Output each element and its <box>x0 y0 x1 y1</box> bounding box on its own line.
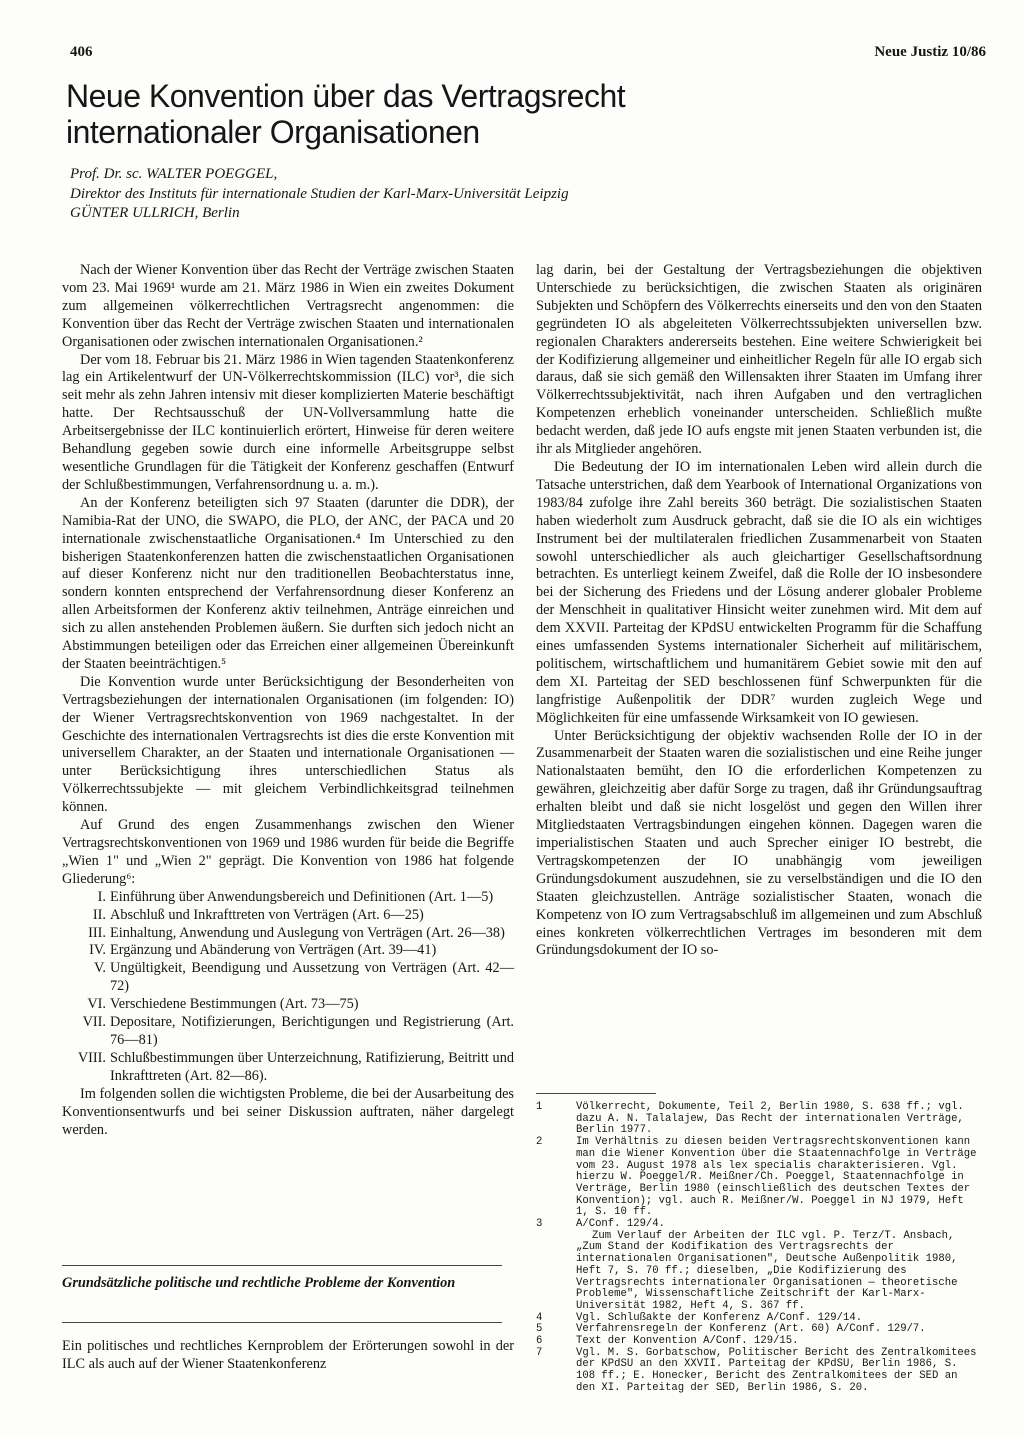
outline-item: II. Abschluß und Inkrafttreten von Verträgen (Art. 6—25) <box>92 906 424 923</box>
paragraph: An der Konferenz beteiligten sich 97 Staaten (darunter die DDR), der Namibia-Rat der UNO, die SWAPO, die PLO, der ANC, der PACA und 20 internationale zwischenstaatliche Organisationen.⁴ Im Unterschied zu den bisherigen Staatenkonferenzen hatten die zwischenstaatlichen Organisationen auf dieser Konferenz nicht nur den traditionellen Beobachterstatus inne, sondern konnten entsprechend der Verfahrensordnung dieser Konferenz an allen Arbeitsformen der Konferenz aktiv teilnehmen, Anträge einreichen und sich zu allen anstehenden Problemen äußern. Sie durften sich jedoch nicht an Abstimmungen beteiligen oder das Erreichen einer allgemeinen Übereinkunft der Staaten beeinträchtigen.⁵ <box>62 494 514 672</box>
paragraph: Nach der Wiener Konvention über das Recht der Verträge zwischen Staaten vom 23. Mai 1969¹ wurde am 21. März 1986 in Wien ein zweites Dokument zum allgemeinen völkerrechtlichen Vertragsrecht angenommen: die Konvention über das Recht der Verträge zwischen Staaten und internationalen Organisationen oder zwischen internationalen Organisationen.² <box>62 262 514 350</box>
paragraph: Ein politisches und rechtliches Kernproblem der Erörterungen sowohl in der ILC als auch auf der Wiener Staatenkonferenz <box>62 1338 514 1372</box>
outline-item: VII. Depositare, Notifizierungen, Berichtigungen und Registrierung (Art. 76—81) <box>82 1014 514 1048</box>
article-title <box>66 78 966 150</box>
right-column <box>536 262 982 960</box>
left-column <box>62 262 514 1139</box>
outline-item: V. Ungültigkeit, Beendigung und Aussetzung von Verträgen (Art. 42—72) <box>93 960 514 995</box>
paragraph: lag darin, bei der Gestaltung der Vertragsbeziehungen die objektiven Unterschiede zu berücksichtigen, die zwischen Staaten als originären Subjekten und Schöpfern des Völkerrechts einerseits und den von den Staaten gegründeten IO als abgeleiteten Völkerrechtssubjekten universellen bzw. regionalen Charakters andererseits bestehen. Eine weitere Schwierigkeit bei der Kodifizierung allgemeiner und einheitlicher Regeln für alle IO ergab sich daraus, daß sie sich gemäß den Willensakten ihrer Staaten im Umfang ihrer Völkerrechtssubjektivität, nach ihren Aufgaben und den vertraglichen Kompetenzen erheblich voneinander unterscheiden. Schließlich mußte bedacht werden, daß jede IO aufs engste mit jenen Staaten verbunden ist, die ihr als Mitglieder angehören. <box>536 262 983 458</box>
outline-item: I. Einführung über Anwendungsbereich und Definitionen (Art. 1—5) <box>97 888 494 905</box>
title-line-1: Neue Konvention über das Vertragsrecht <box>66 78 626 114</box>
paragraph: Die Konvention wurde unter Berücksichtigung der Besonderheiten von Vertragsbeziehungen der internationalen Organisationen (im folgenden: IO) der Wiener Vertragsrechtskonvention von 1969 nachgestaltet. In der Geschichte des internationalen Vertragsrechts ist dies die erste Konvention mit universellem Charakter, an der Staaten und internationale Organisationen — unter Berücksichtigung ihres unterschiedlichen Status als Völkerrechtssubjekte — mit gleichem Verbindlichkeitsgrad teilnehmen können. <box>62 673 514 816</box>
journal-issue: Neue Justiz 10/86 <box>874 44 986 60</box>
authors-block <box>70 165 569 224</box>
footnote: 3 A/Conf. 129/4. <box>536 1218 666 1231</box>
footnote: 6 Text der Konvention A/Conf. 129/15. <box>536 1335 799 1348</box>
outline-item: IV. Ergänzung und Abänderung von Verträgen (Art. 39—41) <box>89 942 437 959</box>
outline-item: VI. Verschiedene Bestimmungen (Art. 73—75) <box>87 996 359 1013</box>
footnote: 4 Vgl. Schlußakte der Konferenz A/Conf. 129/14. <box>536 1311 863 1324</box>
author-1-affiliation: Direktor des Instituts für internationale Studien der Karl-Marx-Universität Leipzig <box>70 185 569 202</box>
paragraph: Auf Grund des engen Zusammenhangs zwischen den Wiener Vertragsrechtskonventionen von 1969 und 1986 wurden für beide die Begriffe „Wien 1" und „Wien 2" geprägt. Die Konvention von 1986 hat folgende Gliederung⁶: <box>62 817 514 887</box>
paragraph: Im folgenden sollen die wichtigsten Probleme, die bei der Ausarbeitung des Konventionsentwurfs und bei seiner Diskussion auftraten, näher dargelegt werden. <box>62 1085 514 1138</box>
paragraph: Unter Berücksichtigung der objektiv wachsenden Rolle der IO in der Zusammenarbeit der Staaten waren die sozialistischen und eine Reihe junger Nationalstaaten bemüht, den IO die erforderlichen Kompetenzen zu gewähren, gleichzeitig aber dafür Sorge zu tragen, daß ihr Gründungsauftrag erhalten bleibt und daß sie nicht losgelöst und gegen den Willen ihrer Mitgliedstaaten Vertragsbindungen eingehen können. Dagegen waren die imperialistischen Staaten und auch Sprecher einiger IO bestrebt, die Vertragskompetenzen der IO unabhängig vom jeweiligen Gründungsdokument auszudehnen, sie zu verselbständigen und die IO den Staaten gleichzustellen. Anträge sozialistischer Staaten, wonach die Kompetenz von IO zum Vertragsabschluß im allgemeinen und zum Abschluß eines konkreten völkerrechtlichen Vertrages im besonderen mit dem Gründungsdokument der IO so- <box>536 727 982 959</box>
footnotes <box>536 1102 982 1395</box>
footnote: 2 Im Verhältnis zu diesen beiden Vertragsrechtskonventionen kann man die Wiener Konvention über die Staatennachfolge in Verträge vom 23. August 1978 als lex specialis charakterisieren. Vgl. hierzu W. Poeggel/R. Meißner/Ch. Poeggel, Staatennachfolge in Verträge, Berlin 1980 (einschließlich des deutschen Textes der Konvention); vgl. auch R. Meißner/W. Poeggel in NJ 1979, Heft 1, S. 10 ff. <box>536 1136 977 1219</box>
section-rule-bottom <box>62 1322 502 1323</box>
footnote: 7 Vgl. M. S. Gorbatschow, Politischer Bericht des Zentralkomitees der KPdSU an den XXVII. Parteitag der KPdSU, Berlin 1986, S. 108 ff.; E. Honecker, Bericht des Zentralkomitees der SED an den XI. Parteitag der SED, Berlin 1986, S. 20. <box>536 1346 977 1394</box>
footnote-continuation: Zum Verlauf der Arbeiten der ILC vgl. P. Terz/T. Ansbach, „Zum Stand der Kodifikation des Vertragsrechts der internationalen Organisationen", Deutsche Außenpolitik 1980, Heft 7, S. 70 ff.; dieselben, „Die Kodifizierung des Vertragsrechts internationaler Organisationen — theoretische Probleme", Wissenschaftliche Zeitschrift der Karl-Marx-Universität 1982, Heft 4, S. 367 ff. <box>576 1229 958 1312</box>
paragraph: Der vom 18. Februar bis 21. März 1986 in Wien tagenden Staatenkonferenz lag ein Artikelentwurf der UN-Völkerrechtskommission (ILC) vor³, die sich seit mehr als zehn Jahren intensiv mit dieser komplizierten Materie beschäftigt hatte. Der Rechtsausschuß der UN-Vollversammlung hatte die Arbeitsergebnisse der ILC kontinuierlich erörtert, Hinweise für deren weitere Behandlung gegeben sowie durch eine informelle Arbeitsgruppe selbst wesentliche Grundlagen für die Tätigkeit der Konferenz geschaffen (Entwurf der Schlußbestimmungen, Verfahrensordnung u. a. m.). <box>62 351 514 493</box>
title-line-2: internationaler Organisationen <box>66 114 480 150</box>
paragraph: Die Bedeutung der IO im internationalen Leben wird allein durch die Tatsache unterstrichen, daß dem Yearbook of International Organizations von 1983/84 zufolge ihre Zahl bereits 360 beträgt. Die sozialistischen Staaten haben wiederholt zum Ausdruck gebracht, daß sie die IO als ein wichtiges Instrument bei der multilateralen friedlichen Zusammenarbeit von Staaten sowohl unterschiedlicher als auch gleichartiger Gesellschaftsordnung betrachten. Es unterliegt keinem Zweifel, daß die Rolle der IO insbesondere bei der Sicherung des Friedens und der Lösung anderer globaler Probleme der Menschheit in qualitativer Hinsicht weiter zunehmen wird. Mit dem auf dem XXVII. Parteitag der KPdSU entwickelten Programm für die Schaffung eines umfassenden Systems internationaler Sicherheit auf militärischem, politischem, wirtschaftlichem und humanitärem Gebiet sowie mit den auf dem XI. Parteitag der SED beschlossenen fünf Schwerpunkten für die langfristige Außenpolitik der DDR⁷ wurden zugleich Wege und Möglichkeiten für eine umfassende Wirksamkeit von IO gewiesen. <box>536 458 982 726</box>
section-heading: Grundsätzliche politische und rechtliche Probleme der Konvention <box>62 1275 456 1291</box>
convention-outline <box>62 889 514 1086</box>
outline-item: III. Einhaltung, Anwendung und Auslegung von Verträgen (Art. 26—38) <box>88 924 505 941</box>
footnote: 1 Völkerrecht, Dokumente, Teil 2, Berlin 1980, S. 638 ff.; vgl. dazu A. N. Talalajew, Das Recht der internationalen Verträge, Berlin 1977. <box>536 1101 964 1137</box>
author-2-name: GÜNTER ULLRICH, Berlin <box>70 205 240 221</box>
page-number: 406 <box>70 44 93 60</box>
footnote: 5 Verfahrensregeln der Konferenz (Art. 60) A/Conf. 129/7. <box>536 1323 926 1336</box>
author-1-name: Prof. Dr. sc. WALTER POEGGEL, <box>70 166 278 182</box>
footnote-rule <box>536 1093 656 1094</box>
outline-item: VIII. Schlußbestimmungen über Unterzeichnung, Ratifizierung, Beitritt und Inkrafttreten (Art. 82—86). <box>77 1049 514 1084</box>
section-rule-top <box>62 1265 502 1266</box>
